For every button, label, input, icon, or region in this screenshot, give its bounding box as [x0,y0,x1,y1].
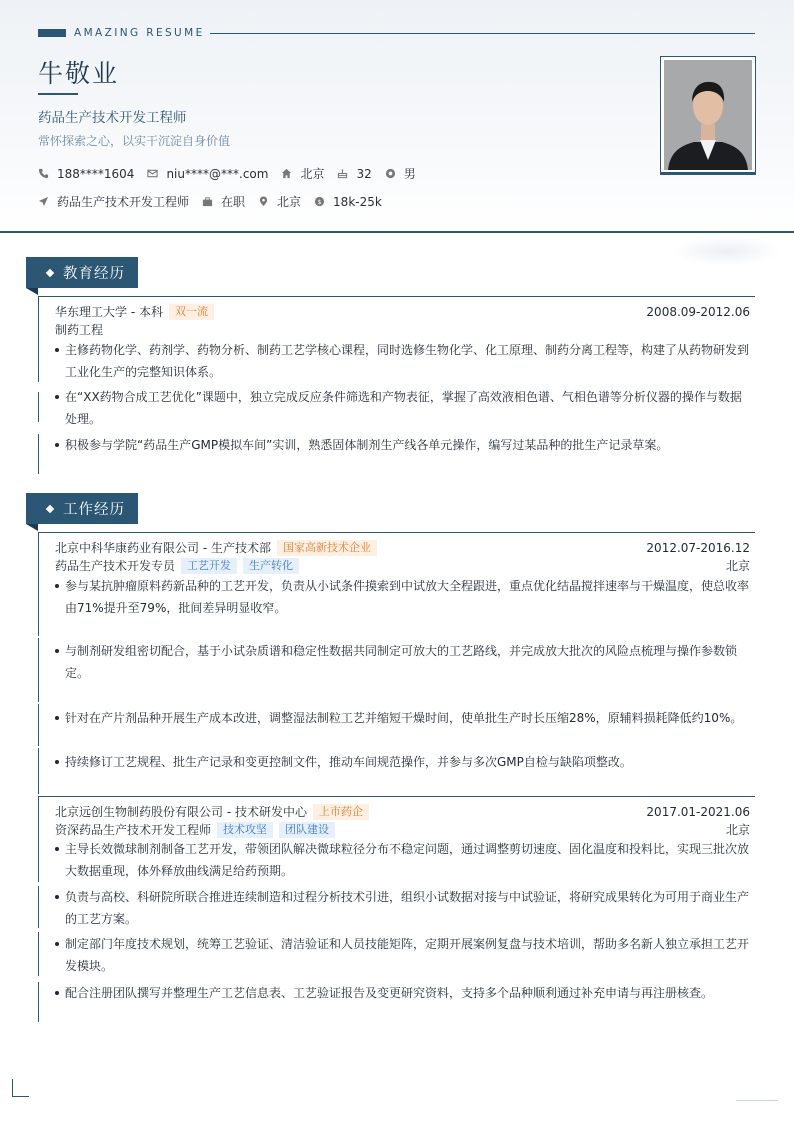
brand-rule [210,33,755,34]
decorative-shadow [672,236,782,266]
bullet-dot [55,649,59,653]
bullet-text: 主导长效微球制剂制备工艺开发，带领团队解决微球粒径分布不稳定问题，通过调整剪切速度、固化温度和投料比，实现三批次放大数据重现，体外释放曲线满足给药预期。 [65,842,750,878]
job-city: 北京 [725,559,750,573]
job-bullet [55,886,750,930]
education-bullet [55,434,750,456]
entry-left-rule [38,434,39,474]
entry-left-rule [38,796,39,882]
company-name: 北京中科华康药业有限公司 - 生产技术部 [55,541,271,555]
bullet-dot [55,716,59,720]
salary-icon [314,196,325,207]
entry-top-rule [38,796,755,797]
bullet-text: 配合注册团队撰写并整理生产工艺信息表、工艺验证报告及变更研究资料，支持多个品种顺利通过补充申请与再注册核查。 [65,986,714,1000]
position: 资深药品生产技术开发工程师 [55,823,212,837]
position-row [55,821,750,838]
entry-top-rule [38,296,755,297]
job-date: 2017.01-2021.06 [646,804,750,819]
brand-accent-bar [38,29,66,37]
skill-tag: 技术攻坚 [217,822,273,838]
job-date: 2012.07-2016.12 [646,540,750,555]
phone-text: 188****1604 [57,166,135,181]
entry-left-rule [38,748,39,794]
mail-icon [147,168,158,179]
job-bullet [55,751,750,773]
profile-photo [664,60,752,170]
gender-item [385,165,416,182]
job-intent-row [38,193,395,210]
status-icon [202,196,213,207]
home-icon [281,168,292,179]
motto: 常怀探索之心，以实干沉淀自身价值 [38,134,231,148]
education-heading-row [55,303,750,320]
job-entry [38,796,755,1022]
cake-icon [337,168,348,179]
hometown-text: 北京 [300,167,325,181]
skill-tag: 生产转化 [243,558,299,574]
bullet-dot [55,443,59,447]
education-bullet [55,386,750,430]
salary-item [314,195,382,209]
bullet-text: 积极参与学院“药品生产GMP模拟车间”实训，熟悉固体制剂生产线各单元操作，编写过某品种的批生产记录草案。 [65,438,669,452]
age-text: 32 [356,166,372,181]
position-row [55,557,750,574]
entry-left-rule [38,932,39,976]
gender-text: 男 [403,167,416,181]
phone-icon [38,168,49,179]
education-bullet [55,339,750,383]
bullet-text: 主修药物化学、药剂学、药物分析、制药工艺学核心课程，同时选修生物化学、化工原理、制药分离工程等，构建了从药物研发到工业化生产的完整知识体系。 [65,343,750,379]
entry-left-rule [38,532,39,636]
major: 制药工程 [55,323,104,337]
job-title: 药品生产技术开发工程师 [38,110,187,126]
company-tag: 上市药企 [313,804,369,820]
bullet-text: 制定部门年度技术规划，统筹工艺验证、清洁验证和人员技能矩阵，定期开展案例复盘与技术培训，帮助多名新人独立承担工艺开发模块。 [65,937,750,973]
section-fold [26,524,38,531]
job-bullet [55,933,750,977]
status-item [202,193,245,210]
entry-left-rule [38,638,39,702]
diamond-icon [46,268,54,276]
company-tag: 国家高新技术企业 [277,540,377,556]
diamond-icon [46,504,54,512]
corner-mark [12,1096,29,1097]
job-heading-row [55,803,750,820]
corner-mark [12,1079,13,1097]
bullet-text: 参与某抗肿瘤原料药新品种的工艺开发，负责从小试条件摸索到中试放大全程跟进，重点优化结晶搅拌速率与干燥温度，使总收率由71%提升至79%，批间差异明显收窄。 [65,579,750,615]
phone-item [38,167,134,181]
footer-rule [736,1100,778,1101]
bullet-text: 在“XX药物合成工艺优化”课题中，独立完成反应条件筛选和产物表征，掌握了高效液相色谱、气相色谱等分析仪器的操作与数据处理。 [65,390,742,426]
name-underline [38,93,78,95]
profile-photo-frame [660,56,756,174]
bullet-dot [55,847,59,851]
entry-left-rule [38,296,39,382]
bullet-text: 负责与高校、科研院所联合推进连续制造和过程分析技术引进，组织小试数据对接与中试验证，将研究成果转化为可用于商业生产的工艺方案。 [65,890,750,926]
position: 药品生产技术开发专员 [55,559,176,573]
bullet-dot [55,760,59,764]
city-text: 北京 [277,195,302,209]
header-divider [0,231,794,233]
hometown-item [281,165,324,182]
entry-left-rule [38,392,39,422]
entry-left-rule [38,886,39,928]
email-item [147,167,268,181]
company-name: 北京远创生物制药股份有限公司 - 技术研发中心 [55,805,307,819]
bullet-dot [55,991,59,995]
send-icon [38,196,49,207]
age-item [337,167,371,181]
salary-text: 18k-25k [333,194,382,209]
skill-tag: 工艺开发 [181,558,237,574]
school-name: 华东理工大学 - 本科 [55,305,163,319]
bullet-text: 针对在产片剂品种开展生产成本改进，调整湿法制粒工艺并缩短干燥时间，使单批生产时长压缩28%，原辅料损耗降低约10%。 [65,711,743,725]
section-fold [26,288,38,295]
bullet-dot [55,895,59,899]
bullet-dot [55,348,59,352]
bullet-text: 与制剂研发组密切配合，基于小试杂质谱和稳定性数据共同制定可放大的工艺路线，并完成放大批次的风险点梳理与操作参数锁定。 [65,644,738,680]
entry-left-rule [38,704,39,746]
bullet-dot [55,584,59,588]
entry-left-rule [38,982,39,1022]
education-section-header [26,257,138,288]
bullet-dot [55,942,59,946]
email-text: niu****@***.com [166,166,269,181]
job-city: 北京 [725,823,750,837]
svg-text:$: $ [317,197,322,206]
work-section-header [26,493,138,524]
intent-position-item [38,193,189,210]
job-entry [38,532,755,794]
photo-accent-bar [660,172,756,175]
job-bullet [55,707,750,729]
job-heading-row [55,539,750,556]
status-text: 在职 [221,195,246,209]
education-entry [38,296,755,476]
brand-text: AMAZING RESUME [74,27,205,39]
gender-icon [385,168,396,179]
entry-top-rule [38,532,755,533]
school-tag: 双一流 [169,304,214,320]
work-section-title: 工作经历 [63,502,125,518]
major-row [55,321,750,338]
candidate-name: 牛敬业 [38,59,120,88]
job-bullet [55,575,750,619]
location-pin-icon [258,196,269,207]
contact-row [38,165,429,182]
bullet-text: 持续修订工艺规程、批生产记录和变更控制文件，推动车间规范操作，并参与多次GMP自检与缺陷项整改。 [65,755,632,769]
education-date: 2008.09-2012.06 [646,304,750,319]
skill-tag: 团队建设 [279,822,335,838]
bullet-dot [55,395,59,399]
city-item [258,193,301,210]
job-bullet [55,838,750,882]
job-bullet [55,640,750,684]
intent-position-text: 药品生产技术开发工程师 [57,195,190,209]
education-section-title: 教育经历 [63,266,125,282]
job-bullet [55,982,750,1004]
